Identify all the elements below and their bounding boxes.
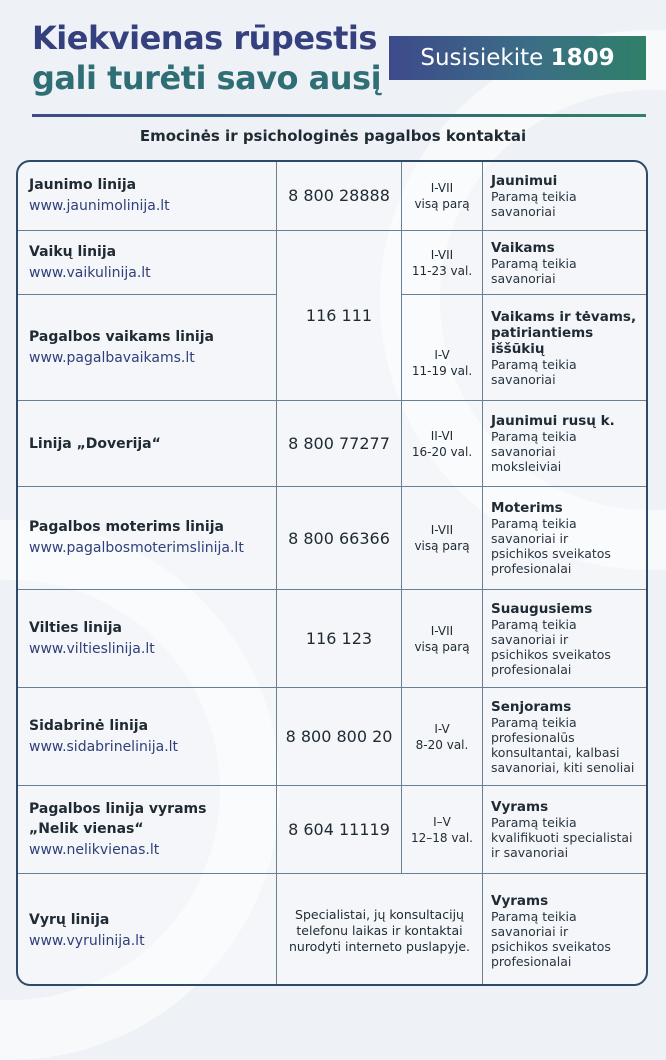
audience-note: profesionalai — [491, 561, 572, 576]
audience-note: psichikos sveikatos — [491, 938, 611, 954]
table-row — [17, 487, 649, 590]
hours-time: 16-20 val. — [411, 444, 473, 459]
audience-title: Vyrams — [491, 892, 549, 909]
line-url[interactable]: www.vaikulinija.lt — [29, 264, 151, 281]
line-name: „Nelik vienas“ — [29, 820, 144, 837]
hours-cell — [402, 786, 483, 874]
audience-title: Jaunimui — [491, 172, 558, 189]
table-row — [17, 786, 649, 874]
audience-note: savanoriai ir — [491, 923, 569, 939]
line-name-cell — [17, 874, 277, 987]
contacts-table — [16, 160, 648, 986]
audience-title: iššūkių — [491, 340, 545, 357]
table-row — [17, 231, 649, 295]
audience-note: Paramą teikia — [491, 356, 577, 372]
line-name: Vyrų linija — [29, 911, 110, 928]
specialists-note-cell — [277, 874, 483, 987]
audience-title: Vyrams — [491, 799, 549, 815]
table-row — [17, 590, 649, 688]
audience-title: Jaunimui rusų k. — [491, 413, 615, 429]
hours-days: I-V — [434, 347, 450, 362]
hours-time: visą parą — [414, 539, 470, 553]
hours-days: I–V — [433, 814, 451, 829]
line-url[interactable]: www.viltieslinija.lt — [29, 640, 155, 657]
audience-note: Paramą teikia — [491, 714, 577, 730]
line-name: Pagalbos moterims linija — [29, 519, 224, 535]
audience-note: konsultantai, kalbasi — [491, 744, 620, 760]
line-name-cell — [17, 401, 277, 487]
audience-note: savanoriai — [491, 203, 556, 219]
audience-note: savanoriai, kiti senoliai — [491, 759, 635, 775]
audience-note: Paramą teikia — [491, 429, 577, 444]
hours-cell — [402, 295, 483, 401]
phone-number: 8 800 800 20 — [277, 688, 402, 786]
audience-cell — [483, 688, 649, 786]
line-url[interactable]: www.pagalbavaikams.lt — [29, 349, 195, 366]
audience-note: kvalifikuoti specialistai — [491, 830, 633, 845]
audience-note: Paramą teikia — [491, 255, 577, 271]
contacts-table-frame — [16, 160, 648, 986]
hours-cell — [402, 161, 483, 231]
header-divider — [32, 114, 646, 117]
hours-days: I-VII — [430, 247, 454, 262]
hours-days: I-V — [434, 721, 450, 736]
audience-note: savanoriai — [491, 444, 556, 459]
phone-number: 8 604 11119 — [277, 786, 402, 874]
hours-days: I-VII — [430, 180, 454, 195]
line-name: Pagalbos linija vyrams — [29, 800, 207, 817]
hours-cell — [402, 401, 483, 487]
audience-cell — [483, 161, 649, 231]
audience-note: savanoriai — [491, 270, 556, 286]
specialists-note: Specialistai, jų konsultacijų — [295, 906, 464, 922]
audience-note: Paramą teikia — [491, 188, 577, 204]
audience-note: profesionalai — [491, 953, 572, 969]
audience-note: Paramą teikia — [491, 516, 577, 531]
table-row — [17, 161, 649, 231]
audience-note: Paramą teikia — [491, 908, 577, 924]
audience-note: ir savanoriai — [491, 845, 569, 860]
phone-number: 116 111 — [277, 231, 402, 401]
line-name: Linija „Doverija“ — [29, 435, 161, 452]
phone-number: 8 800 28888 — [277, 161, 402, 231]
audience-title: Suaugusiems — [491, 600, 593, 617]
phone-number: 8 800 66366 — [277, 487, 402, 590]
table-row — [17, 401, 649, 487]
audience-note: savanoriai ir — [491, 631, 569, 647]
contact-banner — [389, 36, 646, 80]
hours-days: I-VII — [430, 623, 454, 638]
line-name-cell — [17, 688, 277, 786]
hours-time: 11-23 val. — [411, 263, 473, 278]
specialists-note: telefonu laikas ir kontaktai — [296, 922, 463, 938]
phone-number: 116 123 — [277, 590, 402, 688]
audience-note: psichikos sveikatos — [491, 646, 611, 662]
contact-banner-number: 1809 — [550, 45, 615, 71]
audience-note: moksleiviai — [491, 459, 562, 474]
audience-cell — [483, 295, 649, 401]
hours-time: 12–18 val. — [411, 830, 473, 845]
line-name: Pagalbos vaikams linija — [29, 328, 214, 345]
line-name-cell — [17, 295, 277, 401]
hours-cell — [402, 590, 483, 688]
table-row — [17, 874, 649, 987]
line-name: Vilties linija — [29, 619, 122, 636]
audience-note: profesionalūs — [491, 729, 575, 745]
hours-cell — [402, 231, 483, 295]
audience-cell — [483, 786, 649, 874]
hours-days: I-VII — [430, 523, 454, 537]
specialists-note: nurodyti interneto puslapyje. — [288, 938, 471, 954]
line-name-cell — [17, 786, 277, 874]
audience-note: profesionalai — [491, 661, 572, 677]
hours-time: visą parą — [414, 196, 470, 211]
line-url[interactable]: www.jaunimolinija.lt — [29, 197, 170, 214]
audience-title: patiriantiems — [491, 324, 594, 341]
hours-time: 8-20 val. — [415, 737, 469, 752]
line-name: Jaunimo linija — [29, 176, 137, 193]
audience-title: Vaikams — [491, 239, 555, 256]
line-name: Sidabrinė linija — [29, 717, 149, 734]
audience-note: Paramą teikia — [491, 616, 577, 632]
hours-time: visą parą — [414, 639, 470, 654]
line-name-cell — [17, 487, 277, 590]
hours-time: 11-19 val. — [411, 363, 473, 378]
line-url[interactable]: www.nelikvienas.lt — [29, 841, 160, 858]
audience-note: savanoriai ir — [491, 531, 569, 546]
table-row — [17, 688, 649, 786]
table-subtitle: Emocinės ir psichologinės pagalbos kontaktai — [139, 127, 527, 145]
title-line-1: Kiekvienas rūpestis — [32, 19, 377, 57]
audience-cell — [483, 590, 649, 688]
audience-cell — [483, 874, 649, 987]
line-name: Vaikų linija — [29, 243, 117, 260]
line-name-cell — [17, 590, 277, 688]
audience-title: Vaikams ir tėvams, — [491, 308, 637, 325]
audience-title: Senjorams — [491, 698, 572, 715]
line-url[interactable]: www.sidabrinelinija.lt — [29, 738, 179, 755]
audience-cell — [483, 401, 649, 487]
contact-banner-text: Susisiekite — [420, 45, 544, 71]
audience-note: psichikos sveikatos — [491, 546, 611, 561]
audience-cell — [483, 487, 649, 590]
page-title — [32, 18, 381, 98]
audience-title: Moterims — [491, 500, 563, 516]
line-url[interactable]: www.vyrulinija.lt — [29, 932, 145, 949]
hours-days: II-VI — [430, 428, 454, 443]
hours-cell — [402, 487, 483, 590]
line-name-cell — [17, 231, 277, 295]
audience-note: Paramą teikia — [491, 815, 577, 830]
title-line-2: gali turėti savo ausį — [32, 59, 382, 97]
line-name-cell — [17, 161, 277, 231]
line-url[interactable]: www.pagalbosmoterimslinija.lt — [29, 540, 244, 556]
phone-number: 8 800 77277 — [277, 401, 402, 487]
audience-note: savanoriai — [491, 371, 556, 387]
audience-cell — [483, 231, 649, 295]
hours-cell — [402, 688, 483, 786]
